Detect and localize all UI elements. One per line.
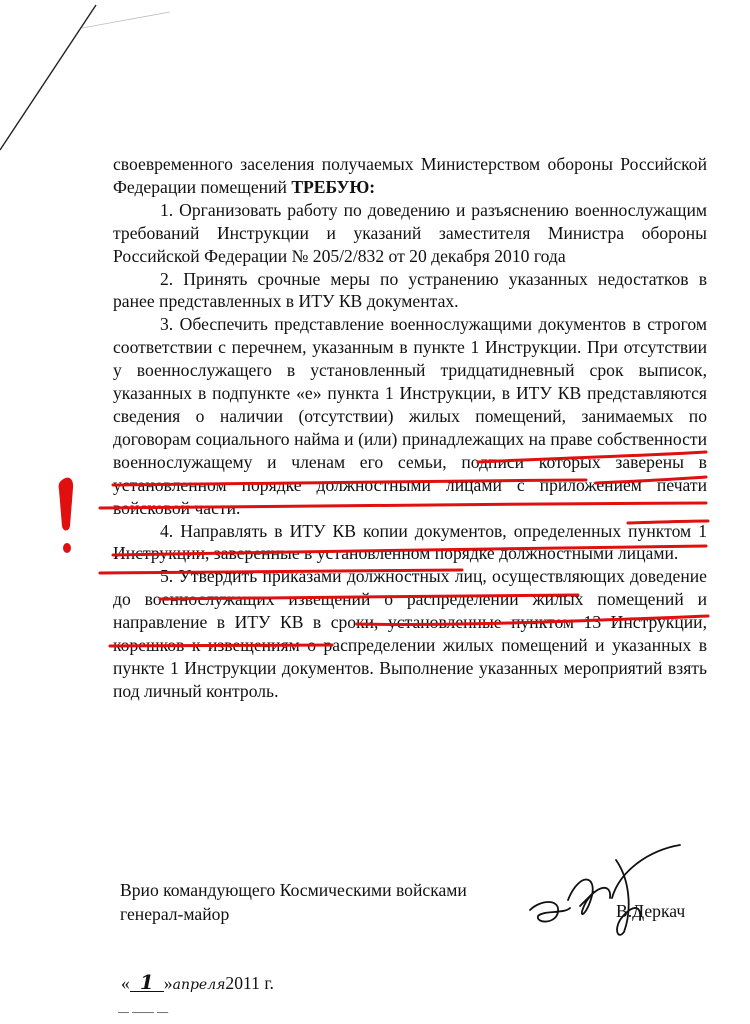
item-2: 2. Принять срочные меры по устранению указанных недостатков в ранее представленных в ИТУ КВ документах. [113,268,707,312]
date-year: 2011 г. [225,973,274,993]
item-5: 5. Утвердить приказами должностных лиц, осуществляющих доведение до военнослужащих извещений о распределении жилых помещений и направление в ИТУ КВ в сроки, установленные пунктом 13 Инструкции, корешков к извещениям о распределении жилых помещений и указанных в пункте 1 Инструкции документов. Выполнение указанных мероприятий взять под личный контроль. [113,566,707,701]
intro-text: своевременного заселения получаемых Министерством обороны Российской Федерации помещений [113,154,707,197]
document-date [121,970,274,994]
item-4: 4. Направлять в ИТУ КВ копии документов, определенных пунктом 1 Инструкции, заверенные в установленном порядке должностными лицами. [113,520,707,564]
cut-off-text-fragment: ▔ ▔▔ ▔ [118,1013,169,1024]
item-3: 3. Обеспечить представление военнослужащими документов в строгом соответствии с перечнем, указанным в пункте 1 Инструкции. При отсутствии у военнослужащего в установленный тридцатидневный срок выписок, указанных в подпункте «е» пункта 1 Инструкции, в ИТУ КВ представляются сведения о наличии (отсутствии) жилых помещений, занимаемых по договорам социального найма и (или) принадлежащих на праве собственности военнослужащему и членам его семьи, подписи которых заверены в установленном порядке должностными лицами с приложением печати войсковой части. [113,314,707,518]
signatory-name: В.Деркач [616,901,686,921]
handwritten-signature [520,840,690,950]
date-month: апреля [172,977,226,993]
signatory-rank: генерал-майор [120,904,230,924]
date-open-quote: « [121,973,130,993]
intro-paragraph [113,153,707,199]
signatory-block [120,878,467,926]
date-close-quote: » [163,973,173,993]
item-1: 1. Организовать работу по доведению и разъяснению военнослужащим требований Инструкции и указаний заместителя Министра обороны Российской Федерации № 205/2/832 от 20 декабря 2010 года [113,199,707,266]
document-body [113,153,707,703]
date-day: 1 [130,973,164,992]
signatory-position: Врио командующего Космическими войсками [120,880,467,900]
demand-word: ТРЕБУЮ: [291,176,376,197]
